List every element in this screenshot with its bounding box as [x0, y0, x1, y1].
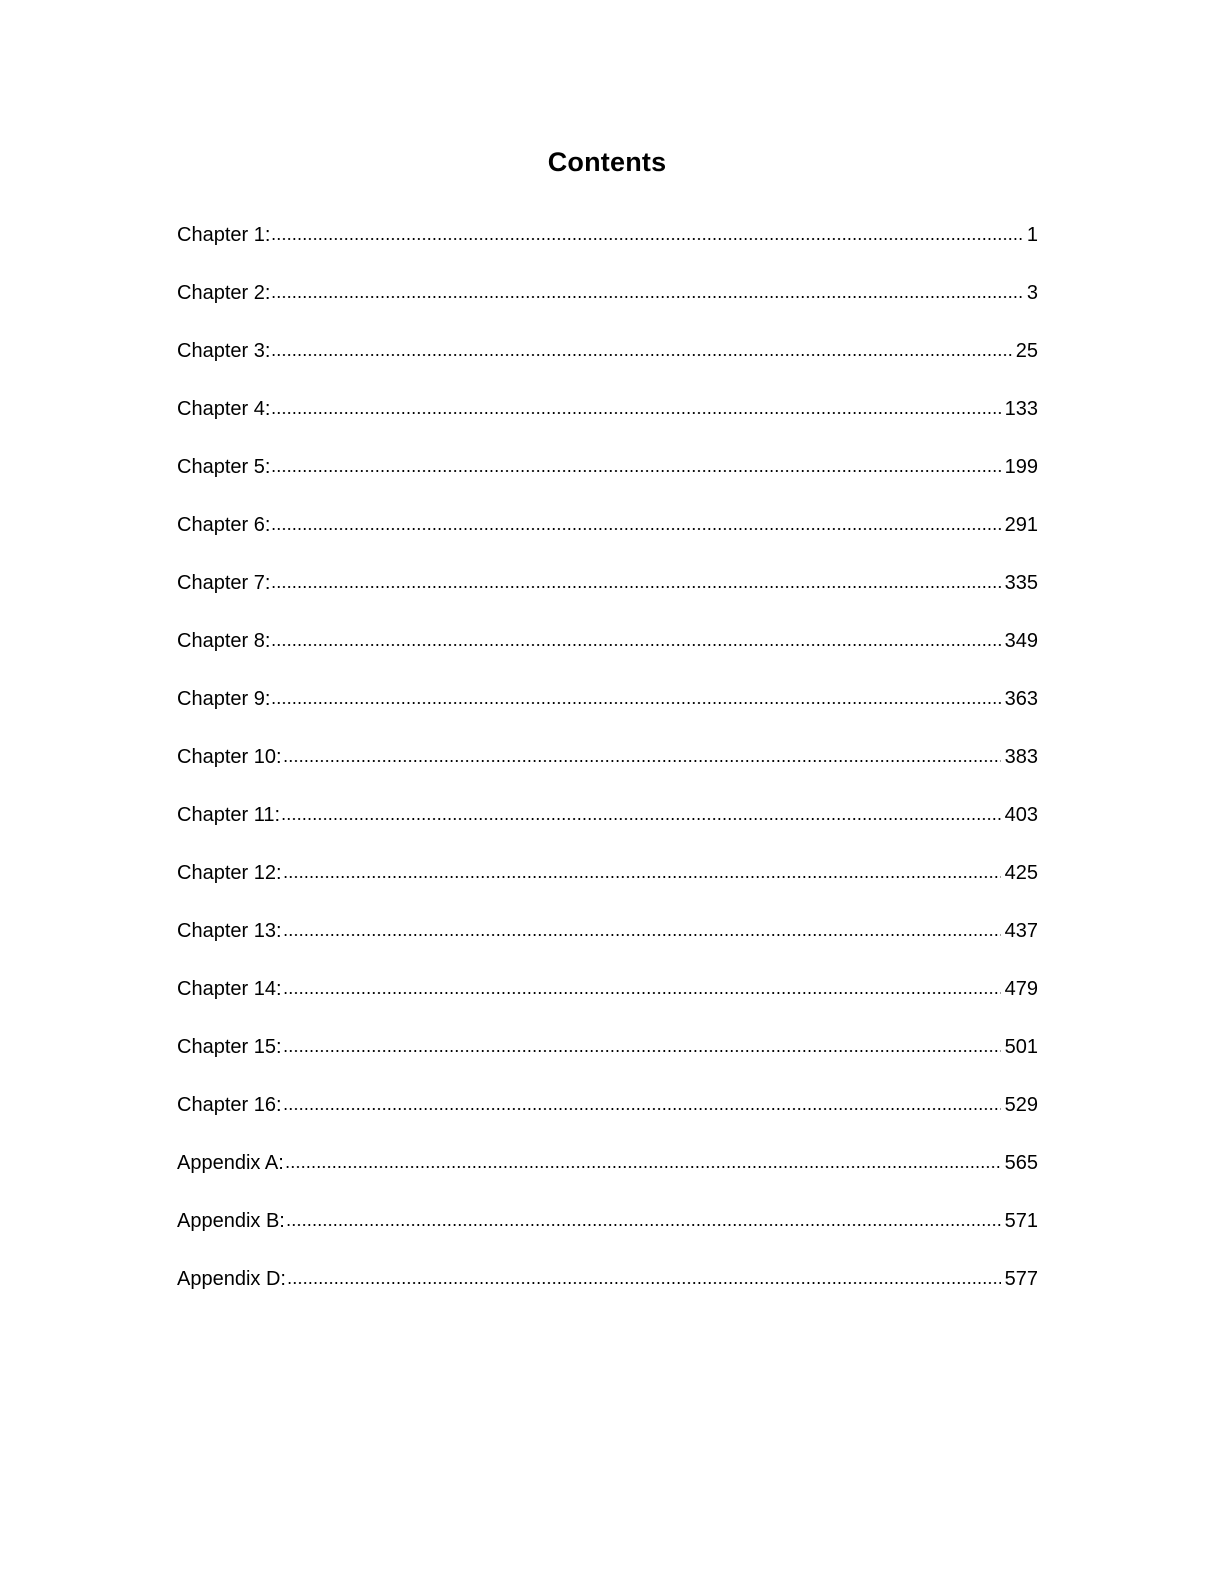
toc-entry[interactable] — [177, 1086, 1038, 1144]
toc-entry[interactable] — [177, 680, 1038, 738]
toc-entry[interactable] — [177, 622, 1038, 680]
toc-entry[interactable] — [177, 564, 1038, 622]
toc-entry-page-number: 425 — [1004, 862, 1038, 884]
dot-leader — [271, 238, 1022, 240]
toc-entry[interactable] — [177, 448, 1038, 506]
toc-entry[interactable] — [177, 1144, 1038, 1202]
toc-entry-label: Chapter 4: — [177, 398, 271, 420]
dot-leader — [271, 702, 1000, 704]
toc-entry-page-number: 577 — [1004, 1268, 1038, 1290]
toc-entry-label: Chapter 1: — [177, 224, 271, 246]
toc-entry-page-number: 501 — [1004, 1036, 1038, 1058]
toc-entry-page-number: 1 — [1026, 224, 1038, 246]
toc-entry-page-number: 571 — [1004, 1210, 1038, 1232]
toc-entry[interactable] — [177, 216, 1038, 274]
dot-leader — [283, 934, 1001, 936]
toc-entry-label: Chapter 7: — [177, 572, 271, 594]
toc-entry[interactable] — [177, 970, 1038, 1028]
dot-leader — [271, 470, 1000, 472]
dot-leader — [271, 296, 1022, 298]
page-title: Contents — [547, 147, 667, 177]
toc-entry-label: Chapter 16: — [177, 1094, 282, 1116]
toc-entry-label: Chapter 9: — [177, 688, 271, 710]
toc-entry-page-number: 291 — [1004, 514, 1038, 536]
toc-entry[interactable] — [177, 1260, 1038, 1318]
toc-entry[interactable] — [177, 274, 1038, 332]
dot-leader — [285, 1166, 1001, 1168]
toc-entry-page-number: 335 — [1004, 572, 1038, 594]
toc-entry-label: Chapter 11: — [177, 804, 281, 826]
toc-entry-page-number: 349 — [1004, 630, 1038, 652]
dot-leader — [287, 1282, 1001, 1284]
toc-entry-label: Chapter 8: — [177, 630, 271, 652]
toc-entry-label: Chapter 13: — [177, 920, 282, 942]
dot-leader — [283, 992, 1001, 994]
dot-leader — [283, 760, 1001, 762]
toc-entry-label: Chapter 2: — [177, 282, 271, 304]
toc-entry[interactable] — [177, 506, 1038, 564]
toc-entry[interactable] — [177, 912, 1038, 970]
dot-leader — [271, 528, 1000, 530]
toc-entry-page-number: 383 — [1004, 746, 1038, 768]
toc-entry-label: Chapter 6: — [177, 514, 271, 536]
toc-entry-page-number: 133 — [1004, 398, 1038, 420]
toc-entry-page-number: 3 — [1026, 282, 1038, 304]
dot-leader — [281, 818, 1001, 820]
toc-entry-label: Appendix D: — [177, 1268, 286, 1290]
toc-entry-label: Chapter 3: — [177, 340, 271, 362]
dot-leader — [286, 1224, 1001, 1226]
toc-entry-label: Appendix A: — [177, 1152, 284, 1174]
dot-leader — [283, 876, 1001, 878]
dot-leader — [283, 1108, 1001, 1110]
toc-entry-page-number: 529 — [1004, 1094, 1038, 1116]
toc-entry-label: Appendix B: — [177, 1210, 285, 1232]
toc-entry-page-number: 437 — [1004, 920, 1038, 942]
toc-entry-page-number: 565 — [1004, 1152, 1038, 1174]
toc-entry-page-number: 199 — [1004, 456, 1038, 478]
dot-leader — [271, 412, 1000, 414]
toc-entry-page-number: 363 — [1004, 688, 1038, 710]
table-of-contents — [177, 216, 1038, 1318]
toc-entry[interactable] — [177, 1202, 1038, 1260]
toc-entry-page-number: 403 — [1004, 804, 1038, 826]
toc-entry[interactable] — [177, 1028, 1038, 1086]
toc-entry-page-number: 479 — [1004, 978, 1038, 1000]
toc-entry[interactable] — [177, 854, 1038, 912]
toc-entry-page-number: 25 — [1015, 340, 1038, 362]
toc-entry-label: Chapter 14: — [177, 978, 282, 1000]
toc-entry[interactable] — [177, 332, 1038, 390]
toc-entry-label: Chapter 5: — [177, 456, 271, 478]
dot-leader — [271, 354, 1011, 356]
toc-entry[interactable] — [177, 796, 1038, 854]
toc-entry[interactable] — [177, 738, 1038, 796]
toc-entry-label: Chapter 10: — [177, 746, 282, 768]
dot-leader — [283, 1050, 1001, 1052]
toc-entry-label: Chapter 15: — [177, 1036, 282, 1058]
toc-entry-label: Chapter 12: — [177, 862, 282, 884]
dot-leader — [271, 586, 1000, 588]
dot-leader — [271, 644, 1000, 646]
toc-entry[interactable] — [177, 390, 1038, 448]
